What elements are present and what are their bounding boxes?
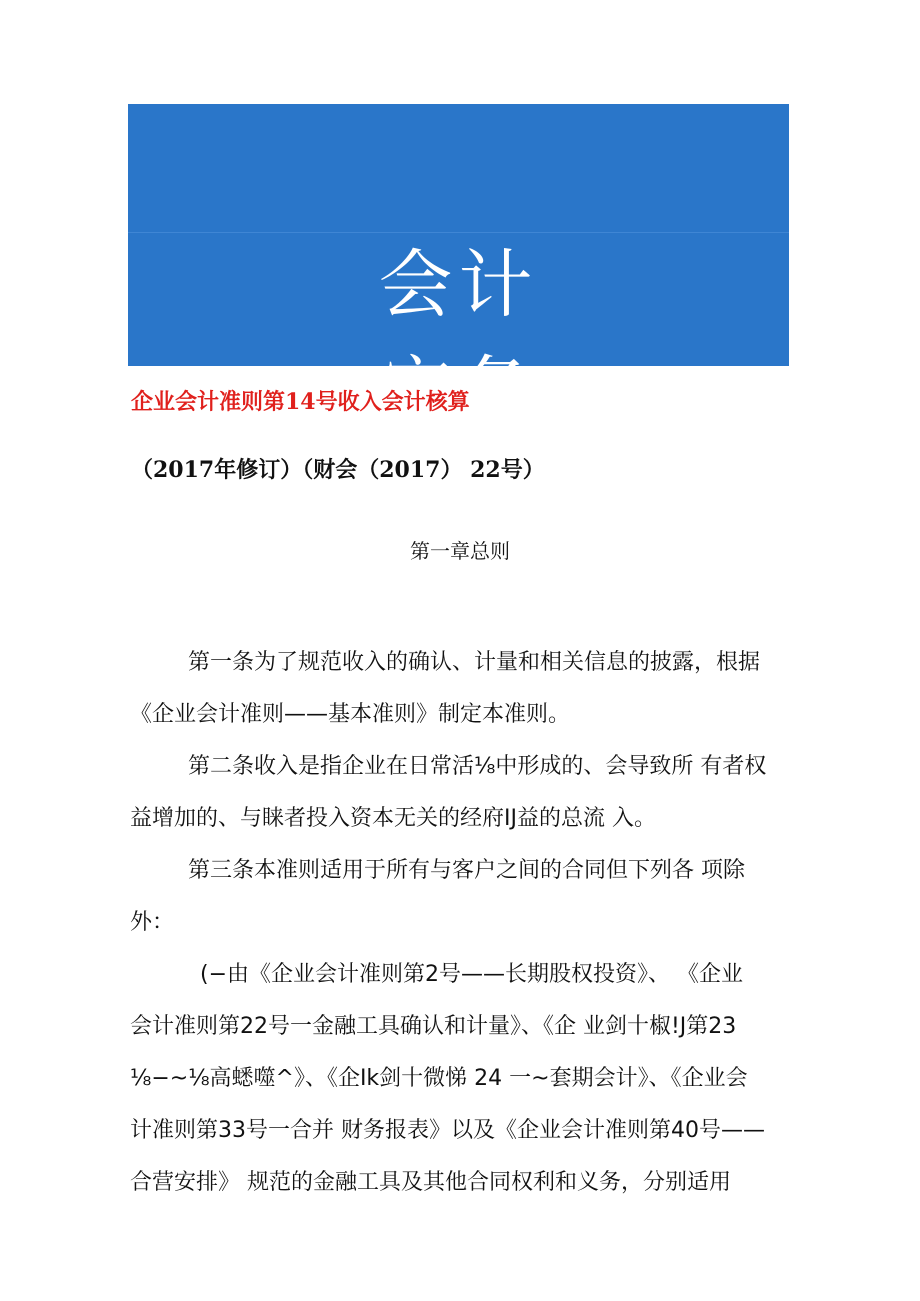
banner-title-line-1: 会计 [378,242,539,328]
paragraph-line: 第一条为了规范收入的确认、计量和相关信息的披露，根据 [188,650,761,675]
paragraph-line: 外： [130,910,175,935]
paragraph-line: 会计准则第22号一金融工具确认和计量》、《企 业剑十椒!J第23 [130,1014,737,1039]
paragraph-line: 第二条收入是指企业在日常活⅛中形成的、会导致所 有者权 [188,754,767,779]
banner-divider [128,232,789,233]
paragraph-line: 益增加的、与睐者投入资本无关的经府IJ益的总流 入。 [130,806,656,831]
paragraph-line: 合营安排》 规范的金融工具及其他合同权利和义务，分别适用 [130,1170,731,1195]
paragraph-line: (−由《企业会计准则第2号——长期股权投资》、 《企业 [200,962,744,987]
paragraph-line: 计准则第33号一合并 财务报表》以及《企业会计准则第40号—— [130,1118,765,1143]
document-subtitle: （2017年修订）（财会（2017） 22号） [131,457,545,483]
paragraph-line: ⅛−~⅛高蟋噬^》、《企Ik剑十微悌 24 一~套期会计》、《企业会 [130,1066,748,1091]
banner-title-line-2: 实务 [378,348,539,434]
document-title: 企业会计准则第14号收入会计核算 [131,389,470,415]
body-text [130,637,790,1209]
paragraph-line: 《企业会计准则——基本准则》制定本准则。 [130,702,571,727]
chapter-heading: 第一章总则 [410,539,510,563]
paragraph-line: 第三条本准则适用于所有与客户之间的合同但下列各 项除 [188,858,745,883]
